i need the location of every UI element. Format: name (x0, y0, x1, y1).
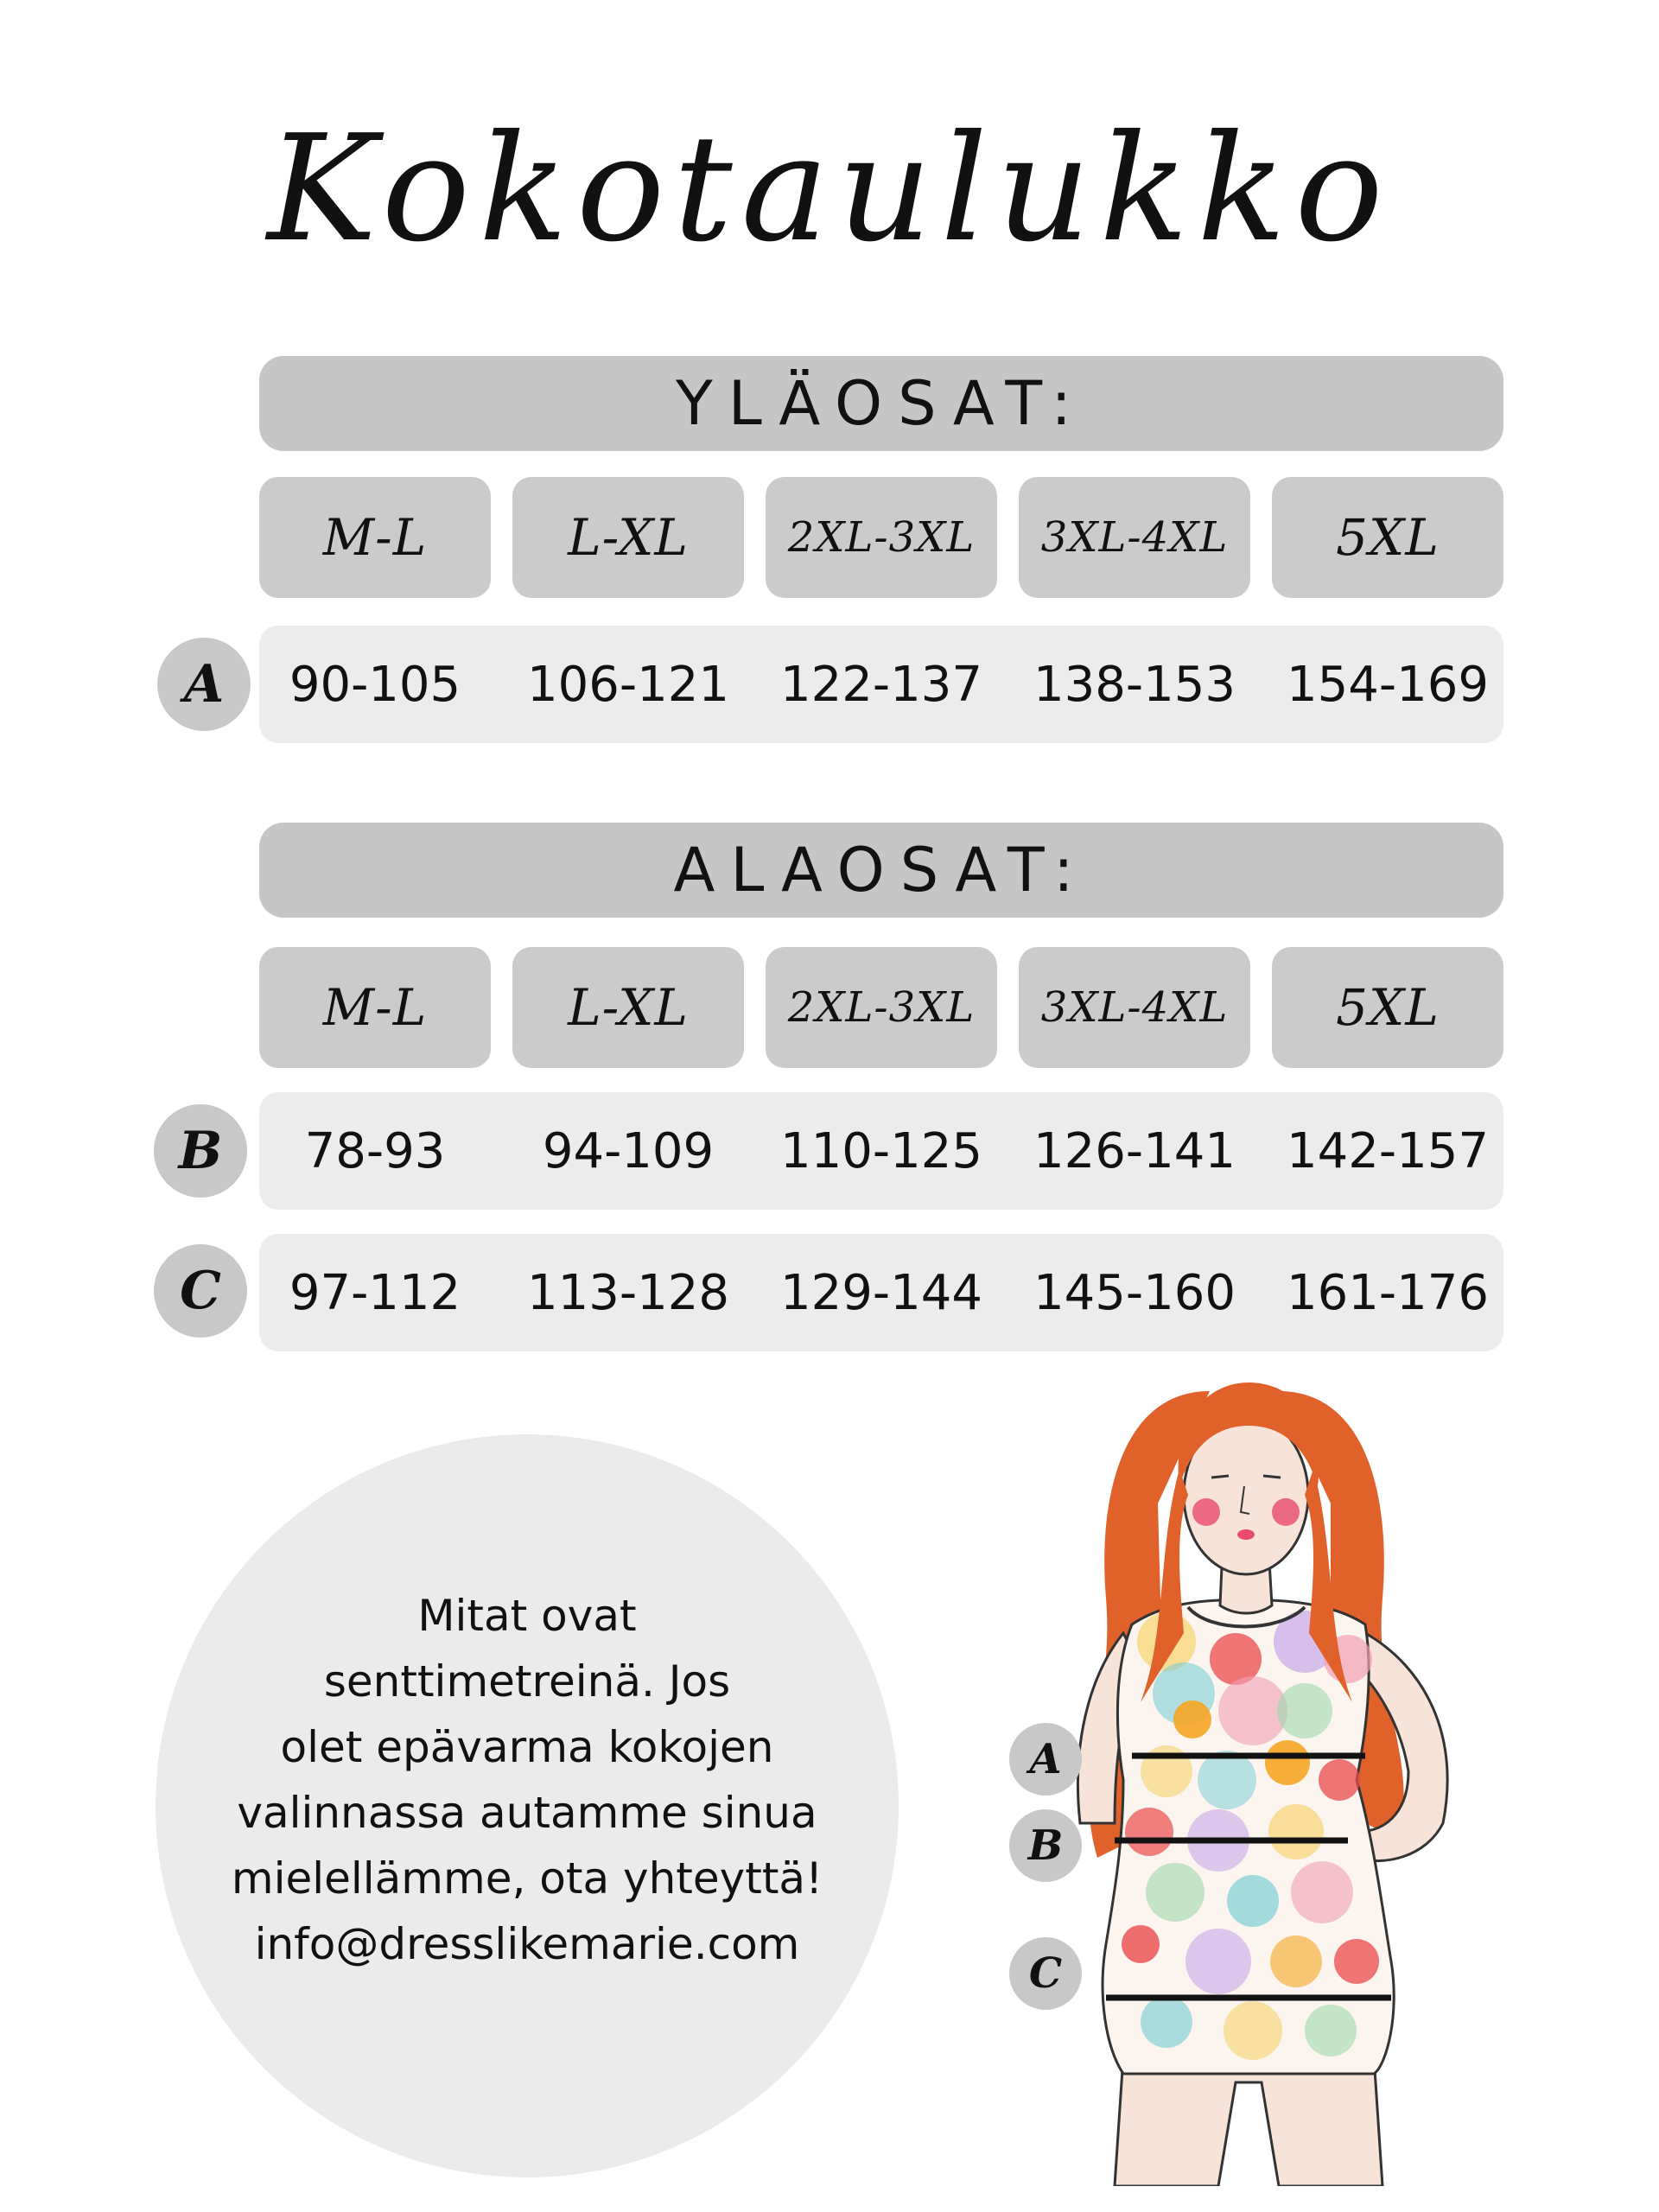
tops-size-tab: 3XL-4XL (1019, 477, 1250, 598)
tops-size-tab: 2XL-3XL (766, 477, 997, 598)
bottoms-section-header: ALAOSAT: (259, 823, 1503, 918)
measure-cell: 106-121 (527, 656, 729, 713)
measure-row-a (259, 626, 1503, 743)
info-text (156, 1583, 899, 1977)
figure-label-b: B (1009, 1809, 1082, 1882)
bottoms-size-tab: L-XL (512, 947, 744, 1068)
info-line: mielellämme, ota yhteyttä! (231, 1853, 823, 1904)
measure-row-b (259, 1092, 1503, 1210)
tops-size-tab: 5XL (1272, 477, 1503, 598)
info-line: olet epävarma kokojen (280, 1722, 774, 1772)
left-cheek (1192, 1498, 1220, 1526)
mouth (1237, 1529, 1255, 1540)
measure-cell: 78-93 (304, 1122, 446, 1179)
figure-label-a: A (1009, 1723, 1082, 1796)
measure-cell: 90-105 (289, 656, 461, 713)
info-line: senttimetreinä. Jos (323, 1656, 731, 1707)
figure-label-c: C (1009, 1937, 1082, 2010)
measure-cell: 138-153 (1033, 656, 1236, 713)
legs (1115, 2056, 1382, 2186)
bottoms-size-tabs (259, 947, 1503, 1068)
right-eye (1263, 1476, 1281, 1478)
bottoms-size-tab: 3XL-4XL (1019, 947, 1250, 1068)
measure-cell: 129-144 (780, 1264, 982, 1321)
measure-row-c (259, 1234, 1503, 1351)
measure-cell: 154-169 (1287, 656, 1489, 713)
row-label-c: C (154, 1244, 247, 1338)
bottoms-size-tab: 2XL-3XL (766, 947, 997, 1068)
measure-cell: 113-128 (527, 1264, 729, 1321)
measure-cell: 97-112 (289, 1264, 461, 1321)
measure-cell: 110-125 (780, 1122, 982, 1179)
info-line: Mitat ovat (417, 1591, 637, 1641)
row-label-b: B (154, 1104, 247, 1198)
measure-cell: 142-157 (1287, 1122, 1489, 1179)
right-cheek (1272, 1498, 1300, 1526)
info-line: valinnassa autamme sinua (237, 1788, 817, 1838)
tops-size-tab: L-XL (512, 477, 744, 598)
tops-section-header: YLÄOSAT: (259, 356, 1503, 451)
page-title: Kokotaulukko (267, 104, 1392, 275)
row-label-a: A (157, 638, 251, 731)
tops-size-tab: M-L (259, 477, 491, 598)
info-email[interactable]: info@dresslikemarie.com (254, 1919, 800, 1969)
tops-size-tabs (259, 477, 1503, 598)
bottoms-size-tab: M-L (259, 947, 491, 1068)
left-eye (1211, 1476, 1229, 1478)
measure-cell: 161-176 (1287, 1264, 1489, 1321)
bottoms-size-tab: 5XL (1272, 947, 1503, 1068)
measure-cell: 122-137 (780, 656, 982, 713)
measure-cell: 145-160 (1033, 1264, 1236, 1321)
measure-cell: 126-141 (1033, 1122, 1236, 1179)
measure-cell: 94-109 (542, 1122, 715, 1179)
